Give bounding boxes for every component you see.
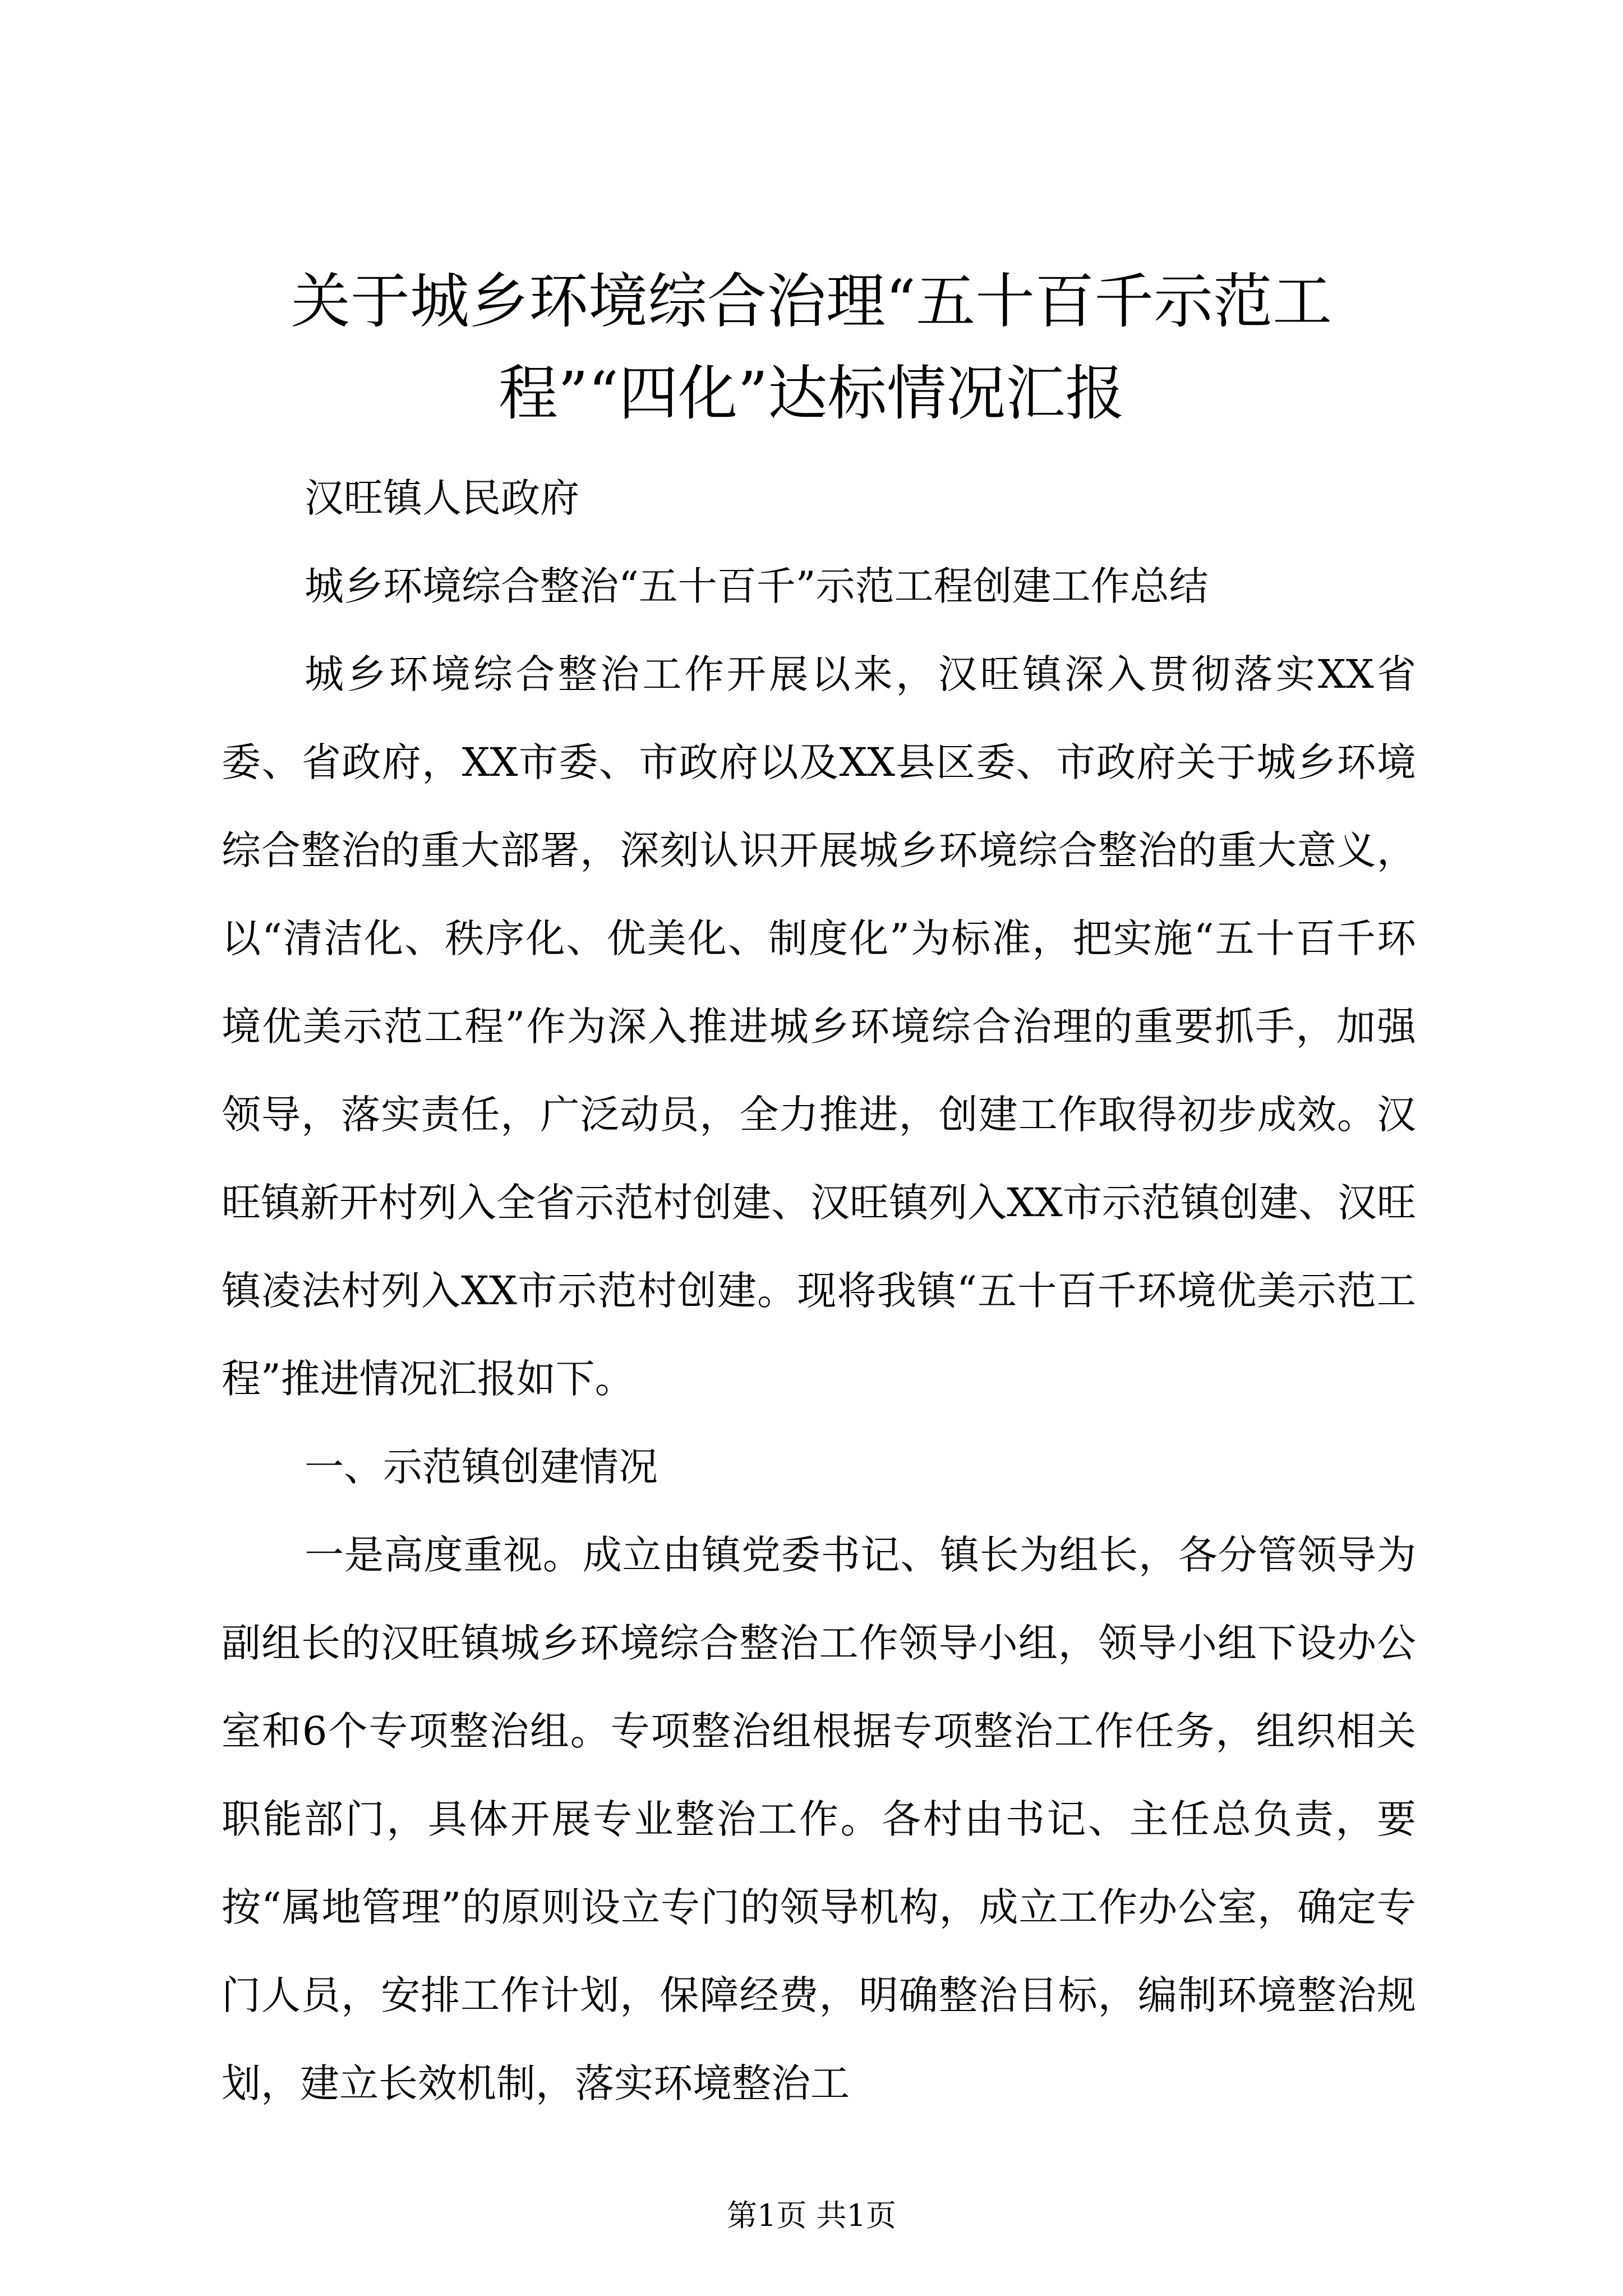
section-heading: 一、示范镇创建情况: [305, 1444, 658, 1490]
body-paragraph: 一是高度重视。成立由镇党委书记、镇长为组长，各分管领导为副组长的汉旺镇城乡环境综合整治工作领导小组，领导小组下设办公室和6个专项整治组。专项整治组根据专项整治工作任务，组织相关职能部门，具体开展专业整治工作。各村由书记、主任总负责，要按“属地管理”的原则设立专门的领导机构，成立工作办公室，确定专门人员，安排工作计划，保障经费，明确整治目标，编制环境整治规划，建立长效机制，落实环境整治工: [222, 1532, 1416, 2106]
page-footer: 第1页 共1页: [727, 2198, 896, 2233]
issuer-line: 汉旺镇人民政府: [305, 475, 579, 521]
subtitle-line: 城乡环境综合整治“五十百千”示范工程创建工作总结: [305, 563, 1209, 609]
document-body: [222, 454, 1416, 2128]
body-paragraph: 城乡环境综合整治工作开展以来，汉旺镇深入贯彻落实XX省委、省政府，XX市委、市政府以及XX县区委、市政府关于城乡环境综合整治的重大部署，深刻认识开展城乡环境综合整治的重大意义，以“清洁化、秩序化、优美化、制度化”为标准，把实施“五十百千环境优美示范工程”作为深入推进城乡环境综合治理的重要抓手，加强领导，落实责任，广泛动员，全力推进，创建工作取得初步成效。汉旺镇新开村列入全省示范村创建、汉旺镇列入XX市示范镇创建、汉旺镇凌法村列入XX市示范村创建。现将我镇“五十百千环境优美示范工程”推进情况汇报如下。: [222, 651, 1416, 1402]
document-title-line-2: 程”“四化”达标情况汇报: [498, 359, 1125, 428]
document-title-line-1: 关于城乡环境综合治理“五十百千示范工: [291, 267, 1332, 336]
